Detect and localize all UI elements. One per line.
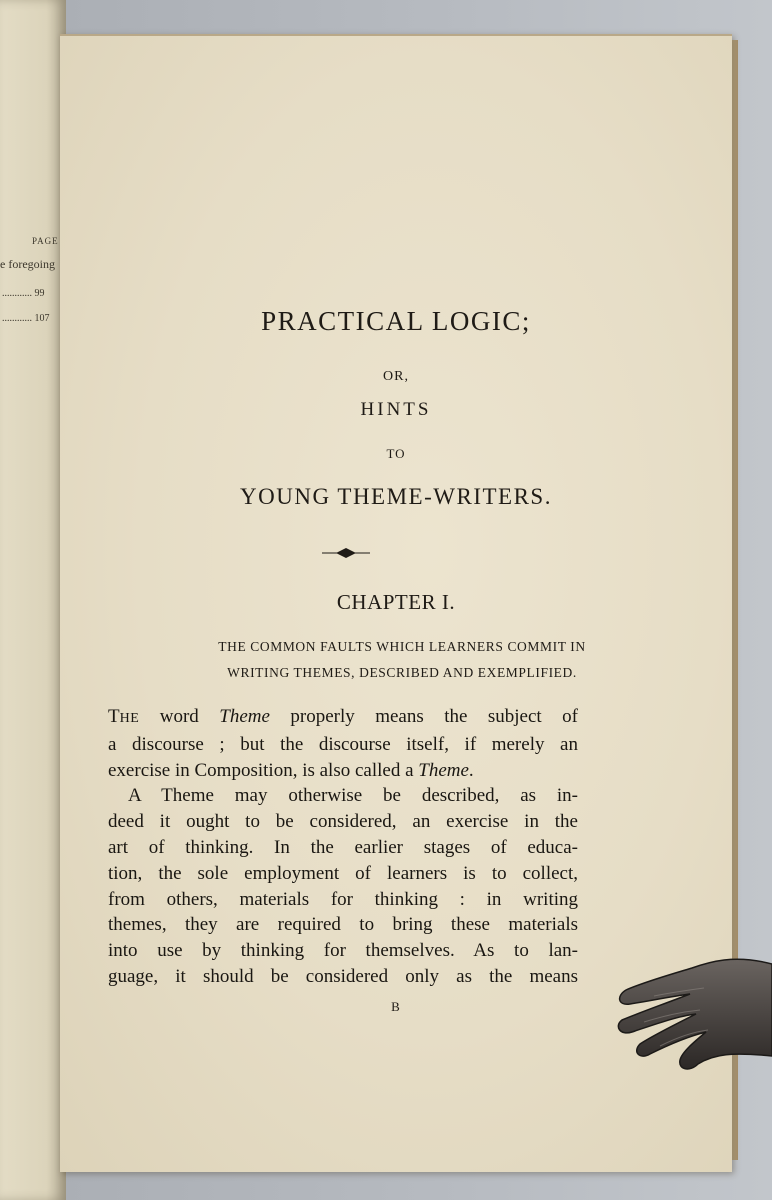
facing-page-row: ............ 99: [2, 288, 45, 299]
chapter-heading: CHAPTER I.: [336, 590, 456, 614]
chapter-subheading-line: THE COMMON FAULTS WHICH LEARNERS COMMIT IN: [218, 639, 586, 654]
book-holder-hand-icon: [614, 944, 772, 1084]
drop-word-initial: T: [108, 706, 120, 727]
signature-mark: B: [391, 999, 401, 1014]
body-line: a discourse ; but the discourse itself, if merely an: [108, 733, 578, 755]
chapter-subheading-line: WRITING THEMES, DESCRIBED AND EXEMPLIFIED.: [227, 665, 577, 680]
chapter-subheading: [102, 634, 702, 686]
title-hints: HINTS: [360, 399, 432, 420]
book-title: PRACTICAL LOGIC;: [261, 306, 531, 336]
body-fragment: properly means the subject of: [269, 706, 578, 727]
body-line: [108, 758, 578, 784]
body-line: guage, it should be considered only as the means: [108, 965, 578, 987]
body-fragment: exercise in Composition, is also called a: [108, 759, 419, 781]
body-fragment: word: [139, 706, 220, 727]
emphasis: Theme: [418, 759, 469, 781]
emphasis: Theme: [219, 706, 270, 727]
facing-page-label: PAGE: [32, 236, 59, 246]
ornament-icon: [322, 546, 370, 560]
body-line: from others, materials for thinking : in writing: [108, 888, 578, 910]
facing-page: [0, 0, 66, 1200]
body-line: A Theme may otherwise be described, as in-: [128, 785, 578, 807]
body-line: themes, they are required to bring these materials: [108, 914, 578, 936]
facing-page-row: ............ 107: [2, 313, 50, 324]
title-to: TO: [386, 446, 406, 461]
body-text: [108, 704, 578, 990]
facing-page-text: e foregoing: [0, 257, 55, 271]
drop-word-rest: HE: [119, 711, 140, 726]
body-fragment: .: [468, 759, 474, 781]
book-subtitle: YOUNG THEME-WRITERS.: [240, 484, 552, 509]
body-line: tion, the sole employment of learners is to collect,: [108, 862, 578, 884]
body-line: into use by thinking for themselves. As to lan-: [108, 940, 578, 962]
body-line: deed it ought to be considered, an exercise in the: [108, 811, 578, 833]
body-line: art of thinking. In the earlier stages of educa-: [108, 836, 578, 858]
body-line: [108, 704, 578, 732]
title-conjunction: OR,: [383, 369, 409, 384]
